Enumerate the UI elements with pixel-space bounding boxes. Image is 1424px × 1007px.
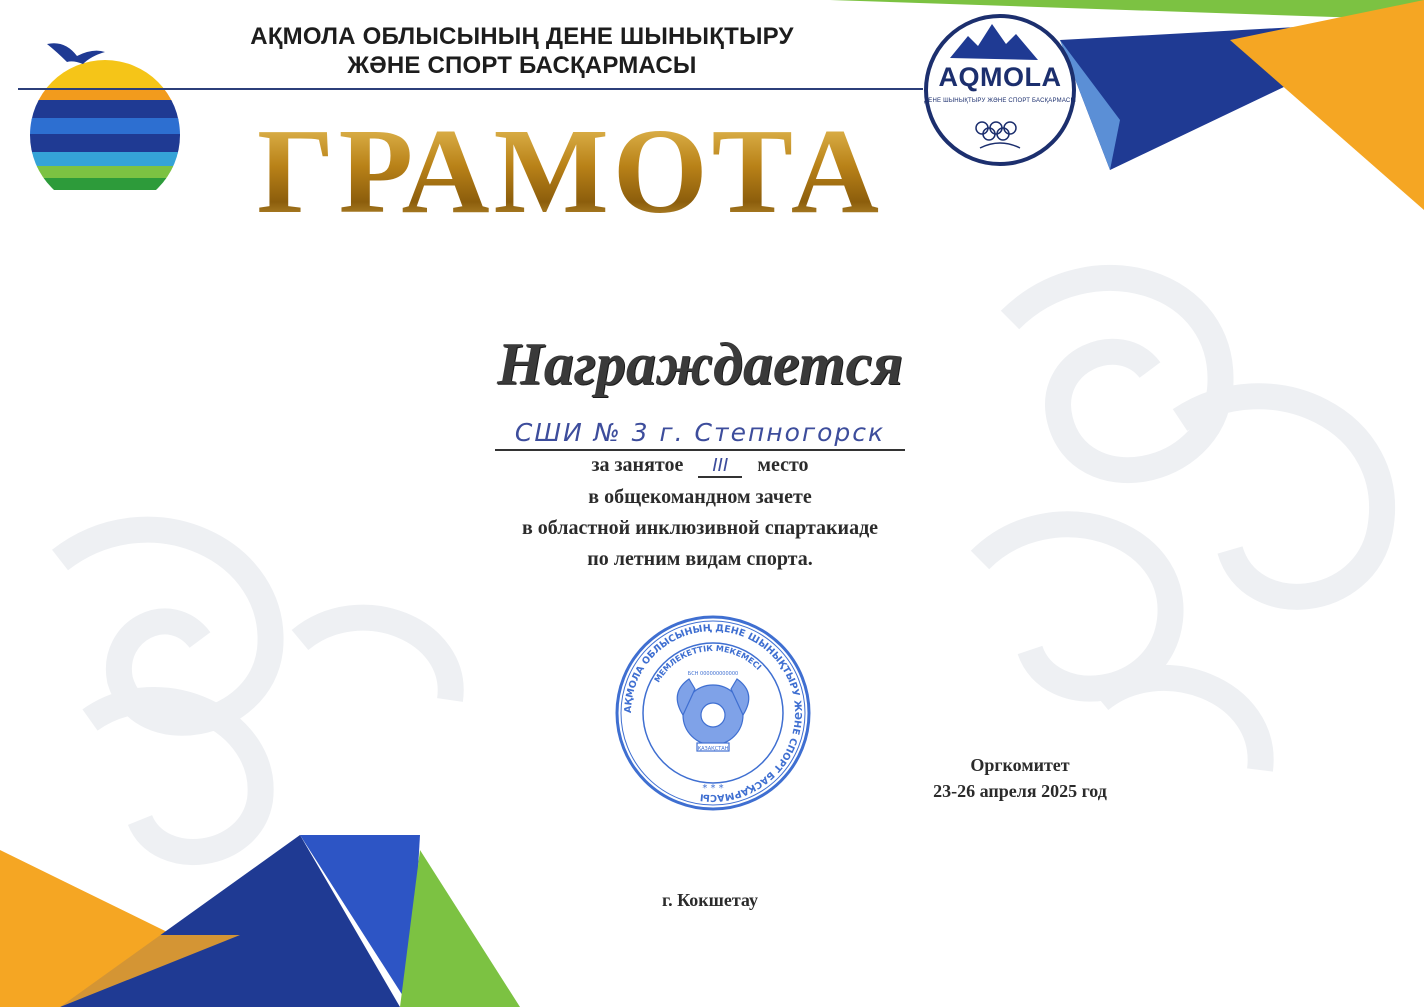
organizer-block (900, 752, 1140, 804)
header-line-1: АҚМОЛА ОБЛЫСЫНЫҢ ДЕНЕ ШЫНЫҚТЫРУ (250, 23, 794, 50)
place-suffix: место (757, 454, 809, 476)
awarded-heading: Награждается (497, 331, 903, 397)
organizer-label: Оргкомитет (970, 755, 1070, 775)
place-line (430, 451, 970, 480)
seal-stars: * * * (702, 783, 724, 794)
city: г. Кокшетау (661, 890, 758, 910)
header-line-2: ЖӘНЕ СПОРТ БАСҚАРМАСЫ (347, 52, 697, 79)
header-organization (222, 22, 822, 80)
seal-emblem-caption: ҚАЗАҚСТАН (697, 746, 729, 752)
place-value: III (698, 456, 742, 478)
seal-outer-text: АҚМОЛА ОБЛЫСЫНЫҢ ДЕНЕ ШЫНЫҚТЫРУ ЖӘНЕ СПОРТ БАСҚАРМАСЫ (622, 622, 804, 804)
official-seal (613, 613, 813, 813)
green-triangle-bottom (400, 850, 520, 1007)
header-divider (18, 88, 923, 90)
body-line-3: в областной инклюзивной спартакиаде (521, 517, 879, 539)
emblem-icon (677, 679, 749, 751)
certificate-title: ГРАМОТА (240, 112, 900, 232)
aqmola-wordmark: AQMOLA (938, 62, 1062, 92)
body-line-4: по летним видам спорта. (587, 548, 813, 570)
svg-text:МЕМЛЕКЕТТІК МЕКЕМЕСІ (653, 644, 763, 684)
seal-inner-text: МЕМЛЕКЕТТІК МЕКЕМЕСІ (652, 643, 764, 685)
event-dates: 23-26 апреля 2025 год (933, 781, 1107, 801)
seal-bin: БСН 000000000000 (687, 671, 739, 677)
aqmola-subtitle: ДЕНЕ ШЫНЫҚТЫРУ ЖӘНЕ СПОРТ БАСҚАРМАСЫ (924, 98, 1076, 104)
place-prefix: за занятое (591, 454, 684, 476)
sun-logo (25, 30, 185, 190)
body-line-2: в общекомандном зачете (588, 486, 812, 508)
recipient-name: СШИ № 3 г. Степногорск (514, 418, 886, 447)
